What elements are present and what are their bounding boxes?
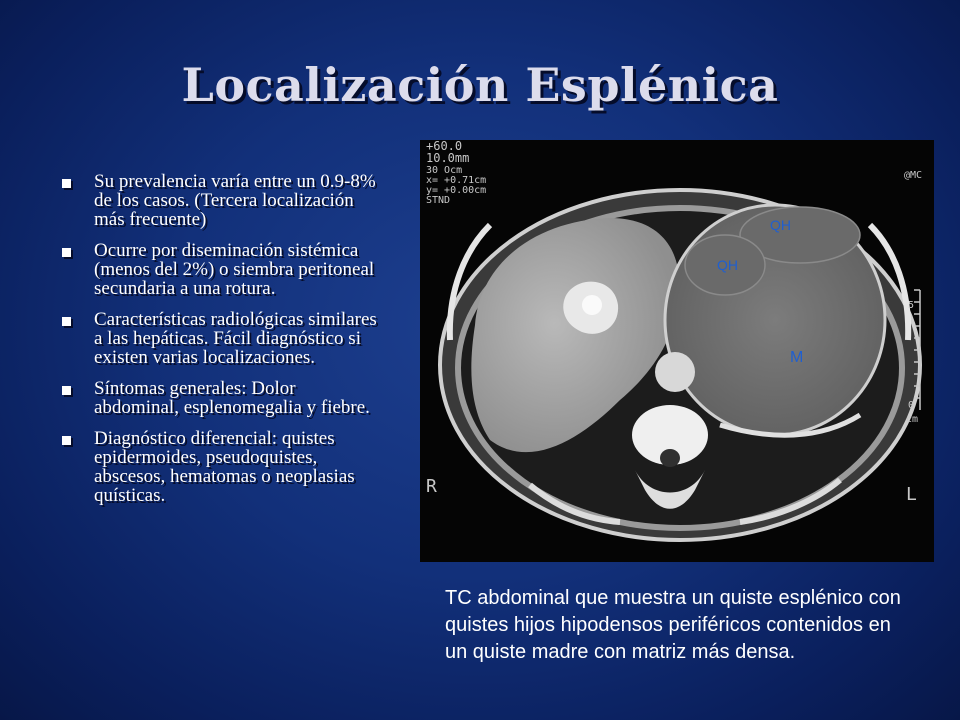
side-label-left: L: [906, 484, 917, 505]
bullet-text: Características radiológicas similares a las hepáticas. Fácil diagnóstico si existen varias localizaciones.: [94, 309, 377, 368]
ct-overlay-line: +60.0: [426, 140, 463, 153]
scale-label-top: 5: [908, 300, 915, 311]
cyst-marker: M: [790, 349, 804, 366]
bullet-item: [60, 310, 380, 367]
ct-overlay-line: y= +0.00cm: [426, 185, 487, 196]
side-label-right: R: [426, 476, 437, 497]
bullet-square-icon: [62, 179, 71, 188]
bullet-text: Ocurre por diseminación sistémica (menos del 2%) o siembra peritoneal secundaria a una rotura.: [94, 240, 375, 299]
ct-scan-image: [420, 140, 934, 562]
bullet-square-icon: [62, 248, 71, 257]
bullet-item: [60, 241, 380, 298]
scale-label-unit: cm: [906, 414, 919, 425]
ct-overlay-line: 30 Ocm: [426, 165, 463, 176]
slide-title: Localización Esplénica: [181, 58, 779, 112]
ct-overlay-line: x= +0.71cm: [426, 175, 487, 186]
cyst-marker: QH: [770, 217, 791, 233]
cyst-marker: QH: [717, 257, 738, 273]
bullet-item: [60, 429, 380, 505]
bullet-square-icon: [62, 317, 71, 326]
bullet-text: Diagnóstico diferencial: quistes epidermoides, pseudoquistes, abscesos, hematomas o neoplasias quísticas.: [94, 428, 355, 506]
liver-lesion-core: [582, 295, 602, 315]
scale-label-mid: 0: [908, 400, 915, 411]
bullet-item: [60, 379, 380, 417]
bullet-square-icon: [62, 436, 71, 445]
bullet-square-icon: [62, 386, 71, 395]
ct-overlay-line: 10.0mm: [426, 151, 470, 165]
aorta: [655, 352, 695, 392]
ct-overlay-line: STND: [426, 195, 451, 206]
image-caption: TC abdominal que muestra un quiste esplénico con quistes hijos hipodensos periféricos contenidos en un quiste madre con matriz más densa.: [445, 587, 901, 663]
bullet-list: [60, 172, 380, 517]
bullet-text: Síntomas generales: Dolor abdominal, esplenomegalia y fiebre.: [94, 378, 370, 418]
bullet-text: Su prevalencia varía entre un 0.9-8% de los casos. (Tercera localización más frecuente): [94, 171, 376, 230]
spinal-canal: [660, 449, 680, 467]
ct-corner-label: @MC: [904, 170, 923, 181]
bullet-item: [60, 172, 380, 229]
